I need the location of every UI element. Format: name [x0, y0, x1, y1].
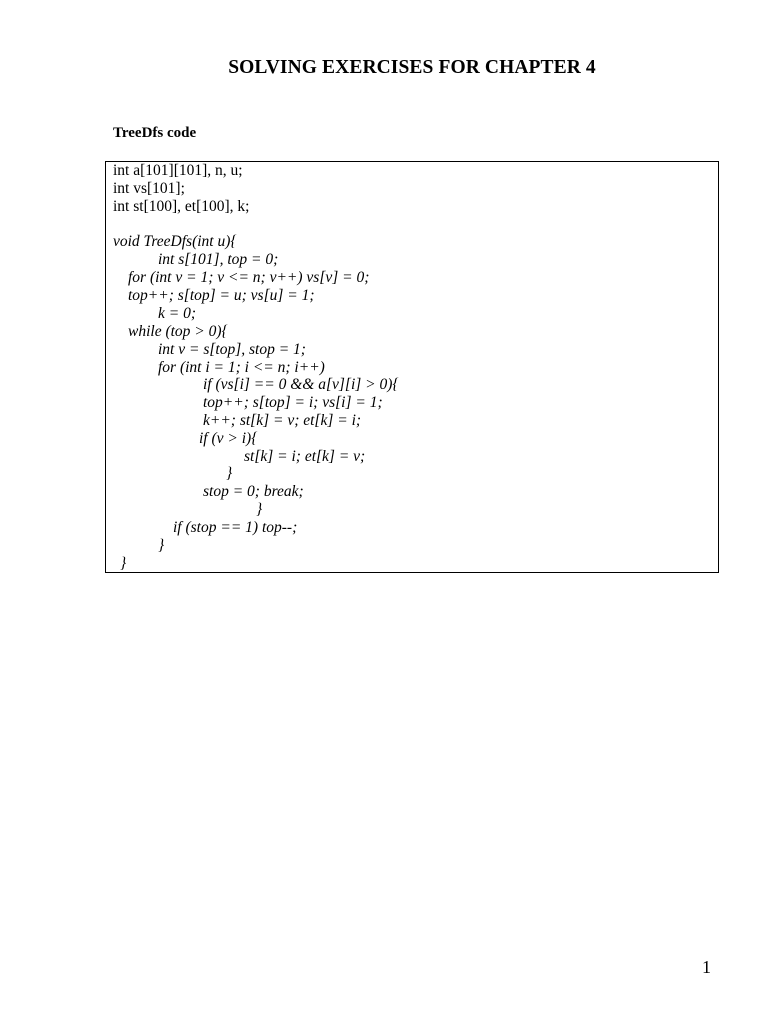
code-line: for (int v = 1; v <= n; v++) vs[v] = 0; [128, 269, 370, 286]
code-line: void TreeDfs(int u){ [113, 233, 237, 250]
code-line: top++; s[top] = i; vs[i] = 1; [203, 394, 383, 411]
code-line: k = 0; [158, 305, 197, 322]
code-line: int s[101], top = 0; [158, 251, 279, 268]
page-number: 1 [702, 957, 711, 977]
code-line: st[k] = i; et[k] = v; [244, 448, 366, 465]
code-line: int vs[101]; [113, 180, 185, 197]
code-line: if (vs[i] == 0 && a[v][i] > 0){ [203, 376, 399, 393]
code-line: int a[101][101], n, u; [113, 162, 243, 179]
code-line: top++; s[top] = u; vs[u] = 1; [128, 287, 315, 304]
code-line: } [256, 501, 263, 518]
code-line: int v = s[top], stop = 1; [158, 341, 306, 358]
section-heading: TreeDfs code [113, 125, 197, 141]
code-line: } [226, 465, 233, 482]
code-line: if (v > i){ [199, 430, 258, 447]
code-line: for (int i = 1; i <= n; i++) [158, 359, 325, 376]
page-title: SOLVING EXERCISES FOR CHAPTER 4 [228, 57, 596, 78]
code-line: k++; st[k] = v; et[k] = i; [203, 412, 362, 429]
code-line: stop = 0; break; [203, 483, 304, 500]
code-line: } [120, 555, 127, 572]
code-line: while (top > 0){ [128, 323, 228, 340]
code-line: } [158, 537, 165, 554]
code-line: int st[100], et[100], k; [113, 198, 250, 215]
code-line: if (stop == 1) top--; [173, 519, 298, 536]
code-block [105, 161, 719, 573]
